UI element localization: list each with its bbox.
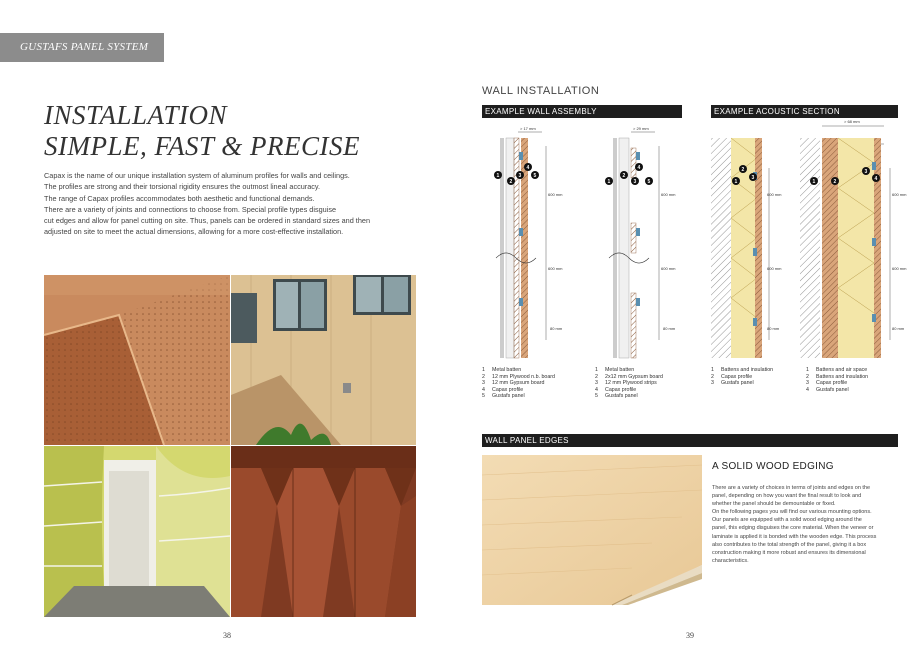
intro-line: Capax is the name of our unique installation system of aluminum profiles for walls and ceilings. bbox=[44, 171, 350, 180]
svg-text:3: 3 bbox=[518, 173, 522, 179]
photo-panel-edge bbox=[482, 455, 702, 605]
legend-item: 4 Capax profile bbox=[482, 386, 524, 393]
intro-line: adjusted on site to meet the actual dimensions, allowing for a more cost-effective installation. bbox=[44, 227, 344, 237]
svg-text:1: 1 bbox=[734, 179, 738, 185]
intro-line: The range of Capax profiles accommodates both aesthetic and functional demands. bbox=[44, 193, 315, 203]
photo-curved-corridor bbox=[44, 446, 230, 617]
edging-line: characteristics. bbox=[712, 557, 749, 564]
svg-text:600 mm: 600 mm bbox=[892, 192, 907, 197]
svg-text:600 mm: 600 mm bbox=[661, 192, 676, 197]
svg-text:600 mm: 600 mm bbox=[767, 192, 782, 197]
intro-text bbox=[44, 170, 424, 238]
edging-line: panel, depending on how you want the final result to look and bbox=[712, 493, 862, 500]
legend-item: 4 Gustafs panel bbox=[806, 386, 849, 393]
svg-text:1: 1 bbox=[607, 179, 611, 185]
legend-item: 1 Battens and air space bbox=[806, 367, 868, 373]
photo-interior-wood-wall bbox=[231, 275, 416, 445]
edging-line: laminate is applied it is bonded with the wooden edge. This process bbox=[712, 533, 877, 540]
edging-title: A SOLID WOOD EDGING bbox=[712, 461, 834, 472]
legend-item: 5 Gustafs panel bbox=[482, 393, 525, 400]
legend-item: 1 Metal batten bbox=[482, 367, 522, 373]
legend-item: 5 Gustafs panel bbox=[595, 393, 638, 400]
legend-item: 4 Capax profile bbox=[595, 386, 637, 393]
svg-text:2: 2 bbox=[622, 173, 626, 179]
edging-line: whether the panel should be demountable or fixed. bbox=[712, 501, 836, 508]
diagram-wall-assembly-2 bbox=[605, 126, 676, 358]
svg-text:4: 4 bbox=[526, 165, 530, 171]
bar-wall-assembly: EXAMPLE WALL ASSEMBLY bbox=[482, 105, 682, 118]
edging-line: also contributes to the total strength of the panel, giving it a box bbox=[712, 541, 867, 548]
diagram-wall-assembly-1 bbox=[494, 126, 563, 358]
photo-faceted-wood-wall bbox=[231, 446, 416, 617]
svg-text:1: 1 bbox=[812, 179, 816, 185]
legend-item: 2 Capax profile bbox=[711, 373, 753, 380]
svg-text:4: 4 bbox=[874, 176, 878, 182]
edging-line: panel, this edging disguises the core material. When the veneer or bbox=[712, 525, 874, 532]
legend-item: 3 12 mm Gypsum board bbox=[482, 380, 545, 387]
legend-item: 2 Battens and insulation bbox=[806, 373, 869, 380]
svg-text:3: 3 bbox=[751, 175, 755, 181]
section-diagrams bbox=[482, 118, 907, 364]
legend-item: 1 Battens and insulation bbox=[711, 367, 774, 373]
intro-line: cut edges and allow for panel cutting on site. Thus, panels can be ordered in standard sizes and then bbox=[44, 216, 371, 226]
svg-text:2: 2 bbox=[509, 179, 513, 185]
edging-line: construction making it more robust and ensures its dimensional bbox=[712, 549, 866, 556]
legend-item: 2 12 mm Plywood n.b. board bbox=[482, 373, 556, 380]
svg-text:80 mm: 80 mm bbox=[663, 326, 676, 331]
edging-line: On the following pages you will find our various mounting options. bbox=[712, 509, 872, 516]
svg-text:2: 2 bbox=[741, 167, 745, 173]
legend-item: 3 12 mm Plywood strips bbox=[595, 380, 657, 387]
headline bbox=[44, 100, 360, 162]
svg-text:600 mm: 600 mm bbox=[548, 192, 563, 197]
svg-text:80 mm: 80 mm bbox=[550, 326, 563, 331]
section-tag-label: GUSTAFS PANEL SYSTEM bbox=[20, 41, 149, 53]
svg-text:4: 4 bbox=[637, 165, 641, 171]
legend-wall-assembly-2 bbox=[595, 367, 663, 400]
photo-perforated-ceiling bbox=[44, 275, 230, 445]
legend-item: 2 2x12 mm Gypsum board bbox=[595, 373, 663, 380]
svg-text:1: 1 bbox=[496, 173, 500, 179]
edging-text bbox=[712, 484, 898, 565]
headline-line-1: INSTALLATION bbox=[44, 100, 228, 130]
edging-line: There are a variety of choices in terms of joints and edges on the bbox=[712, 485, 871, 491]
svg-text:600 mm: 600 mm bbox=[661, 266, 676, 271]
svg-text:80 mm: 80 mm bbox=[767, 326, 780, 331]
diagram-acoustic-2 bbox=[800, 119, 907, 358]
svg-text:5: 5 bbox=[533, 173, 537, 179]
svg-text:600 mm: 600 mm bbox=[767, 266, 782, 271]
section-title: WALL INSTALLATION bbox=[482, 85, 600, 97]
page-number-right: 39 bbox=[686, 631, 694, 640]
svg-text:600 mm: 600 mm bbox=[548, 266, 563, 271]
bar-acoustic-section: EXAMPLE ACOUSTIC SECTION bbox=[711, 105, 898, 118]
svg-text:600 mm: 600 mm bbox=[892, 266, 907, 271]
legend-item: 1 Metal batten bbox=[595, 367, 635, 373]
edging-line: Our panels are equipped with a solid wood edging around the bbox=[712, 517, 862, 524]
headline-line-2: SIMPLE, FAST & PRECISE bbox=[44, 131, 360, 161]
d1-gap-label: > 17 mm bbox=[520, 126, 536, 131]
bar-panel-edges: WALL PANEL EDGES bbox=[482, 434, 898, 447]
svg-text:> 29 mm: > 29 mm bbox=[633, 126, 649, 131]
svg-text:3: 3 bbox=[633, 179, 637, 185]
intro-line: There are a variety of joints and connections to choose from. Special profile types disguise bbox=[44, 204, 337, 214]
svg-text:3: 3 bbox=[864, 169, 868, 175]
diagram-acoustic-1 bbox=[711, 138, 782, 358]
section-tag bbox=[0, 33, 164, 62]
svg-text:80 mm: 80 mm bbox=[892, 326, 905, 331]
svg-text:> 68 mm: > 68 mm bbox=[844, 119, 860, 124]
intro-line: The profiles are strong and their torsional rigidity ensures the outmost lineal accuracy. bbox=[44, 182, 321, 192]
legend-acoustic-2 bbox=[806, 367, 868, 393]
legend-wall-assembly-1 bbox=[482, 367, 555, 400]
svg-text:2: 2 bbox=[833, 179, 837, 185]
legend-item: 3 Gustafs panel bbox=[711, 380, 754, 387]
page-number-left: 38 bbox=[223, 631, 231, 640]
legend-item: 3 Capax profile bbox=[806, 380, 848, 387]
legend-acoustic-1 bbox=[711, 367, 773, 387]
svg-text:5: 5 bbox=[647, 179, 651, 185]
